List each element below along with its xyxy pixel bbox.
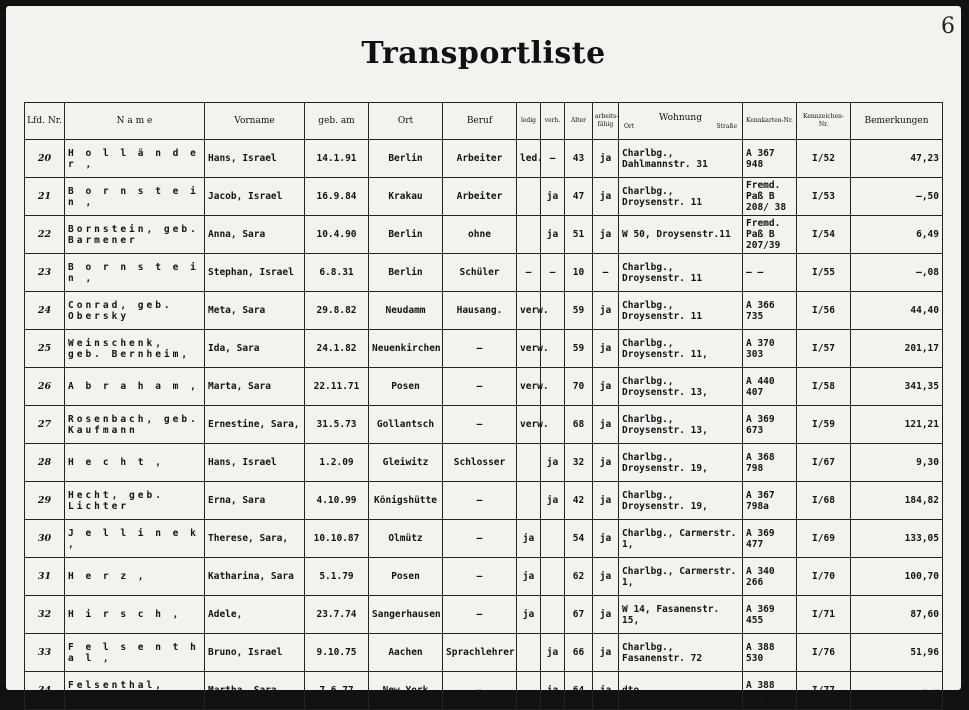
row-verh — [541, 596, 565, 634]
table-row — [25, 672, 943, 710]
row-birth-place: Krakau — [369, 178, 443, 216]
row-kennzeichen: I/56 — [797, 292, 851, 330]
row-bemerkungen: 133,05 — [851, 520, 943, 558]
row-kennkarte: A 388 531 — [743, 672, 797, 710]
table-row — [25, 596, 943, 634]
row-verh: ja — [541, 672, 565, 710]
row-birth-date: 10.4.90 — [305, 216, 369, 254]
table-row — [25, 634, 943, 672]
row-ledig: – — [517, 254, 541, 292]
row-birth-place: Berlin — [369, 140, 443, 178]
header-kennzeichen: Kennzeichen-Nr. — [797, 103, 851, 140]
row-occupation: – — [443, 406, 517, 444]
row-occupation: Hausang. — [443, 292, 517, 330]
row-address: dto., — [619, 672, 743, 710]
row-ledig — [517, 444, 541, 482]
row-ledig: ja — [517, 520, 541, 558]
row-verh: ja — [541, 216, 565, 254]
row-age: 51 — [565, 216, 593, 254]
row-number: 33 — [25, 634, 65, 672]
row-vorname: Bruno, Israel — [205, 634, 305, 672]
row-arbeitsfaehig: ja — [593, 368, 619, 406]
row-birth-date: 16.9.84 — [305, 178, 369, 216]
header-verh: verh. — [541, 103, 565, 140]
row-name: Conrad, geb. Obersky — [65, 292, 205, 330]
row-kennkarte: A 367 798a — [743, 482, 797, 520]
row-birth-place: Gollantsch — [369, 406, 443, 444]
row-number: 29 — [25, 482, 65, 520]
row-bemerkungen: –,08 — [851, 254, 943, 292]
row-age: 59 — [565, 292, 593, 330]
row-birth-date: 9.10.75 — [305, 634, 369, 672]
row-address: Charlbg., Droysenstr. 19, — [619, 444, 743, 482]
row-number: 22 — [25, 216, 65, 254]
row-kennkarte: A 370 303 — [743, 330, 797, 368]
row-bemerkungen: 87,60 — [851, 596, 943, 634]
row-kennkarte: A 388 530 — [743, 634, 797, 672]
row-ledig — [517, 672, 541, 710]
row-verh: ja — [541, 482, 565, 520]
row-kennzeichen: I/58 — [797, 368, 851, 406]
row-bemerkungen: 341,35 — [851, 368, 943, 406]
header-arbeitsfaehig: arbeits-fähig — [593, 103, 619, 140]
table-row — [25, 368, 943, 406]
row-birth-date: 14.1.91 — [305, 140, 369, 178]
row-birth-date: 23.7.74 — [305, 596, 369, 634]
row-verh — [541, 520, 565, 558]
row-age: 47 — [565, 178, 593, 216]
header-kennkarten: Kennkarten-Nr. — [743, 103, 797, 140]
row-name: Felsenthal, geb. Wolff — [65, 672, 205, 710]
row-vorname: Meta, Sara — [205, 292, 305, 330]
row-occupation: Arbeiter — [443, 178, 517, 216]
row-arbeitsfaehig: ja — [593, 444, 619, 482]
row-occupation: Schlosser — [443, 444, 517, 482]
row-name: J e l l i n e k , — [65, 520, 205, 558]
header-ort: Ort — [369, 103, 443, 140]
row-kennzeichen: I/67 — [797, 444, 851, 482]
row-age: 54 — [565, 520, 593, 558]
row-birth-date: 1.2.09 — [305, 444, 369, 482]
row-birth-place: Aachen — [369, 634, 443, 672]
row-address: Charlbg., Droysenstr. 19, — [619, 482, 743, 520]
row-arbeitsfaehig: ja — [593, 558, 619, 596]
row-name: H o l l ä n d e r , — [65, 140, 205, 178]
row-name: A b r a h a m , — [65, 368, 205, 406]
row-kennzeichen: I/54 — [797, 216, 851, 254]
row-bemerkungen: 121,21 — [851, 406, 943, 444]
row-arbeitsfaehig: – — [593, 254, 619, 292]
row-kennzeichen: I/55 — [797, 254, 851, 292]
table-row — [25, 558, 943, 596]
row-number: 34 — [25, 672, 65, 710]
row-address: Charlbg., Droysenstr. 13, — [619, 406, 743, 444]
row-kennkarte: Fremd. Paß B 208/ 38 — [743, 178, 797, 216]
header-name: N a m e — [65, 103, 205, 140]
header-geb-am: geb. am — [305, 103, 369, 140]
document-title: Transportliste — [361, 36, 606, 71]
row-vorname: Jacob, Israel — [205, 178, 305, 216]
row-name: Bornstein, geb. Barmener — [65, 216, 205, 254]
row-verh: – — [541, 140, 565, 178]
header-wohnung-strasse: Straße — [716, 122, 737, 130]
row-age: 59 — [565, 330, 593, 368]
row-kennzeichen: I/52 — [797, 140, 851, 178]
row-birth-place: Berlin — [369, 254, 443, 292]
row-number: 26 — [25, 368, 65, 406]
row-birth-place: New York — [369, 672, 443, 710]
row-birth-place: Olmütz — [369, 520, 443, 558]
row-vorname: Therese, Sara, — [205, 520, 305, 558]
row-age: 32 — [565, 444, 593, 482]
row-ledig — [517, 178, 541, 216]
row-kennzeichen: I/70 — [797, 558, 851, 596]
row-age: 70 — [565, 368, 593, 406]
row-birth-date: 10.10.87 — [305, 520, 369, 558]
row-bemerkungen: 44,40 — [851, 292, 943, 330]
row-number: 25 — [25, 330, 65, 368]
row-address: Charlbg., Droysenstr. 13, — [619, 368, 743, 406]
row-vorname: Adele, — [205, 596, 305, 634]
row-number: 30 — [25, 520, 65, 558]
header-beruf: Beruf — [443, 103, 517, 140]
row-address: Charlbg., Droysenstr. 11 — [619, 292, 743, 330]
row-age: 66 — [565, 634, 593, 672]
row-arbeitsfaehig: ja — [593, 330, 619, 368]
row-occupation: – — [443, 596, 517, 634]
row-occupation: – — [443, 558, 517, 596]
row-birth-place: Gleiwitz — [369, 444, 443, 482]
row-ledig: verw. — [517, 406, 541, 444]
row-birth-date: 31.5.73 — [305, 406, 369, 444]
row-kennkarte: A 368 798 — [743, 444, 797, 482]
row-occupation: Schüler — [443, 254, 517, 292]
row-kennkarte: Fremd. Paß B 207/39 — [743, 216, 797, 254]
row-address: Charlbg., Dahlmannstr. 31 — [619, 140, 743, 178]
table-row — [25, 406, 943, 444]
row-name: H i r s c h , — [65, 596, 205, 634]
row-verh: ja — [541, 634, 565, 672]
row-age: 42 — [565, 482, 593, 520]
row-bemerkungen: –,50 — [851, 178, 943, 216]
row-arbeitsfaehig: ja — [593, 672, 619, 710]
table-row — [25, 178, 943, 216]
header-alter: Alter — [565, 103, 593, 140]
row-bemerkungen: 9,30 — [851, 444, 943, 482]
row-kennzeichen: I/77 — [797, 672, 851, 710]
row-kennkarte: A 369 455 — [743, 596, 797, 634]
row-number: 20 — [25, 140, 65, 178]
row-number: 31 — [25, 558, 65, 596]
row-vorname: Erna, Sara — [205, 482, 305, 520]
row-arbeitsfaehig: ja — [593, 178, 619, 216]
row-occupation: – — [443, 368, 517, 406]
row-address: W 50, Droysenstr.11 — [619, 216, 743, 254]
row-bemerkungen: 47,23 — [851, 140, 943, 178]
row-kennkarte: A 369 673 — [743, 406, 797, 444]
row-ledig: led. — [517, 140, 541, 178]
row-age: 62 — [565, 558, 593, 596]
row-vorname: Ernestine, Sara, — [205, 406, 305, 444]
row-arbeitsfaehig: ja — [593, 482, 619, 520]
row-age: 10 — [565, 254, 593, 292]
page-number: 6 — [941, 14, 955, 39]
row-kennzeichen: I/57 — [797, 330, 851, 368]
row-kennkarte: – – — [743, 254, 797, 292]
table-row — [25, 520, 943, 558]
table-row — [25, 140, 943, 178]
row-number: 21 — [25, 178, 65, 216]
table-row — [25, 216, 943, 254]
row-kennzeichen: I/53 — [797, 178, 851, 216]
row-vorname: Anna, Sara — [205, 216, 305, 254]
header-wohnung-label: Wohnung — [658, 112, 702, 123]
row-birth-date: 6.8.31 — [305, 254, 369, 292]
row-age: 64 — [565, 672, 593, 710]
header-wohnung-ort: Ort — [624, 122, 635, 130]
row-arbeitsfaehig: ja — [593, 520, 619, 558]
header-wohnung — [619, 103, 743, 140]
row-birth-date: 7.6.77 — [305, 672, 369, 710]
row-kennkarte: A 340 266 — [743, 558, 797, 596]
table-row — [25, 254, 943, 292]
row-kennzeichen: I/59 — [797, 406, 851, 444]
row-bemerkungen: 6,49 — [851, 216, 943, 254]
row-birth-place: Neuenkirchen — [369, 330, 443, 368]
row-vorname: Martha, Sara — [205, 672, 305, 710]
row-birth-place: Posen — [369, 368, 443, 406]
row-occupation: – — [443, 672, 517, 710]
row-verh: – — [541, 254, 565, 292]
row-birth-place: Neudamm — [369, 292, 443, 330]
row-address: Charlbg., Droysenstr. 11 — [619, 254, 743, 292]
row-bemerkungen: 184,82 — [851, 482, 943, 520]
row-name: F e l s e n t h a l , — [65, 634, 205, 672]
row-birth-place: Königshütte — [369, 482, 443, 520]
table-row — [25, 330, 943, 368]
row-number: 32 — [25, 596, 65, 634]
row-occupation: Sprachlehrer — [443, 634, 517, 672]
row-bemerkungen: 201,17 — [851, 330, 943, 368]
row-ledig — [517, 634, 541, 672]
header-wohnung-sub — [621, 123, 740, 130]
row-kennzeichen: I/76 — [797, 634, 851, 672]
row-age: 68 — [565, 406, 593, 444]
transport-table — [24, 102, 943, 710]
row-name: Rosenbach, geb. Kaufmann — [65, 406, 205, 444]
table-header-row — [25, 103, 943, 140]
row-kennkarte: A 440 407 — [743, 368, 797, 406]
row-number: 27 — [25, 406, 65, 444]
row-arbeitsfaehig: ja — [593, 140, 619, 178]
row-vorname: Hans, Israel — [205, 140, 305, 178]
row-occupation: – — [443, 330, 517, 368]
row-ledig: verw. — [517, 330, 541, 368]
row-number: 24 — [25, 292, 65, 330]
row-kennzeichen: I/69 — [797, 520, 851, 558]
row-ledig — [517, 216, 541, 254]
row-birth-place: Berlin — [369, 216, 443, 254]
row-name: H e c h t , — [65, 444, 205, 482]
row-arbeitsfaehig: ja — [593, 634, 619, 672]
row-arbeitsfaehig: ja — [593, 292, 619, 330]
row-ledig — [517, 482, 541, 520]
row-ledig: ja — [517, 596, 541, 634]
row-verh: ja — [541, 444, 565, 482]
table-row — [25, 444, 943, 482]
header-vorname: Vorname — [205, 103, 305, 140]
row-kennzeichen: I/68 — [797, 482, 851, 520]
row-birth-place: Sangerhausen — [369, 596, 443, 634]
row-occupation: – — [443, 482, 517, 520]
row-ledig: ja — [517, 558, 541, 596]
row-ledig: verw. — [517, 292, 541, 330]
row-birth-date: 29.8.82 — [305, 292, 369, 330]
row-address: Charlbg., Droysenstr. 11 — [619, 178, 743, 216]
row-vorname: Marta, Sara — [205, 368, 305, 406]
row-kennkarte: A 366 735 — [743, 292, 797, 330]
document-sheet — [6, 6, 961, 702]
row-arbeitsfaehig: ja — [593, 216, 619, 254]
row-vorname: Katharina, Sara — [205, 558, 305, 596]
row-number: 28 — [25, 444, 65, 482]
row-name: B o r n s t e i n , — [65, 178, 205, 216]
row-vorname: Stephan, Israel — [205, 254, 305, 292]
row-birth-place: Posen — [369, 558, 443, 596]
row-name: Hecht, geb. Lichter — [65, 482, 205, 520]
row-bemerkungen: – – — [851, 672, 943, 710]
row-address: Charlbg., Droysenstr. 11, — [619, 330, 743, 368]
row-bemerkungen: 100,70 — [851, 558, 943, 596]
row-address: W 14, Fasanenstr. 15, — [619, 596, 743, 634]
row-birth-date: 24.1.82 — [305, 330, 369, 368]
header-lfd-nr: Lfd. Nr. — [25, 103, 65, 140]
row-number: 23 — [25, 254, 65, 292]
table-body — [25, 140, 943, 710]
row-verh: ja — [541, 178, 565, 216]
row-name: B o r n s t e i n , — [65, 254, 205, 292]
row-birth-date: 4.10.99 — [305, 482, 369, 520]
row-vorname: Hans, Israel — [205, 444, 305, 482]
header-bemerkungen: Bemerkungen — [851, 103, 943, 140]
table-row — [25, 292, 943, 330]
row-name: Weinschenk, geb. Bernheim, — [65, 330, 205, 368]
row-occupation: Arbeiter — [443, 140, 517, 178]
row-ledig: verw. — [517, 368, 541, 406]
row-kennkarte: A 367 948 — [743, 140, 797, 178]
table-row — [25, 482, 943, 520]
row-arbeitsfaehig: ja — [593, 596, 619, 634]
row-vorname: Ida, Sara — [205, 330, 305, 368]
row-birth-date: 5.1.79 — [305, 558, 369, 596]
row-birth-date: 22.11.71 — [305, 368, 369, 406]
row-address: Charlbg., Carmerstr. 1, — [619, 520, 743, 558]
row-occupation: – — [443, 520, 517, 558]
row-verh — [541, 558, 565, 596]
row-occupation: ohne — [443, 216, 517, 254]
row-address: Charlbg., Fasanenstr. 72 — [619, 634, 743, 672]
row-age: 67 — [565, 596, 593, 634]
row-arbeitsfaehig: ja — [593, 406, 619, 444]
row-age: 43 — [565, 140, 593, 178]
row-name: H e r z , — [65, 558, 205, 596]
row-kennzeichen: I/71 — [797, 596, 851, 634]
row-bemerkungen: 51,96 — [851, 634, 943, 672]
row-kennkarte: A 369 477 — [743, 520, 797, 558]
header-ledig: ledig — [517, 103, 541, 140]
row-address: Charlbg., Carmerstr. 1, — [619, 558, 743, 596]
